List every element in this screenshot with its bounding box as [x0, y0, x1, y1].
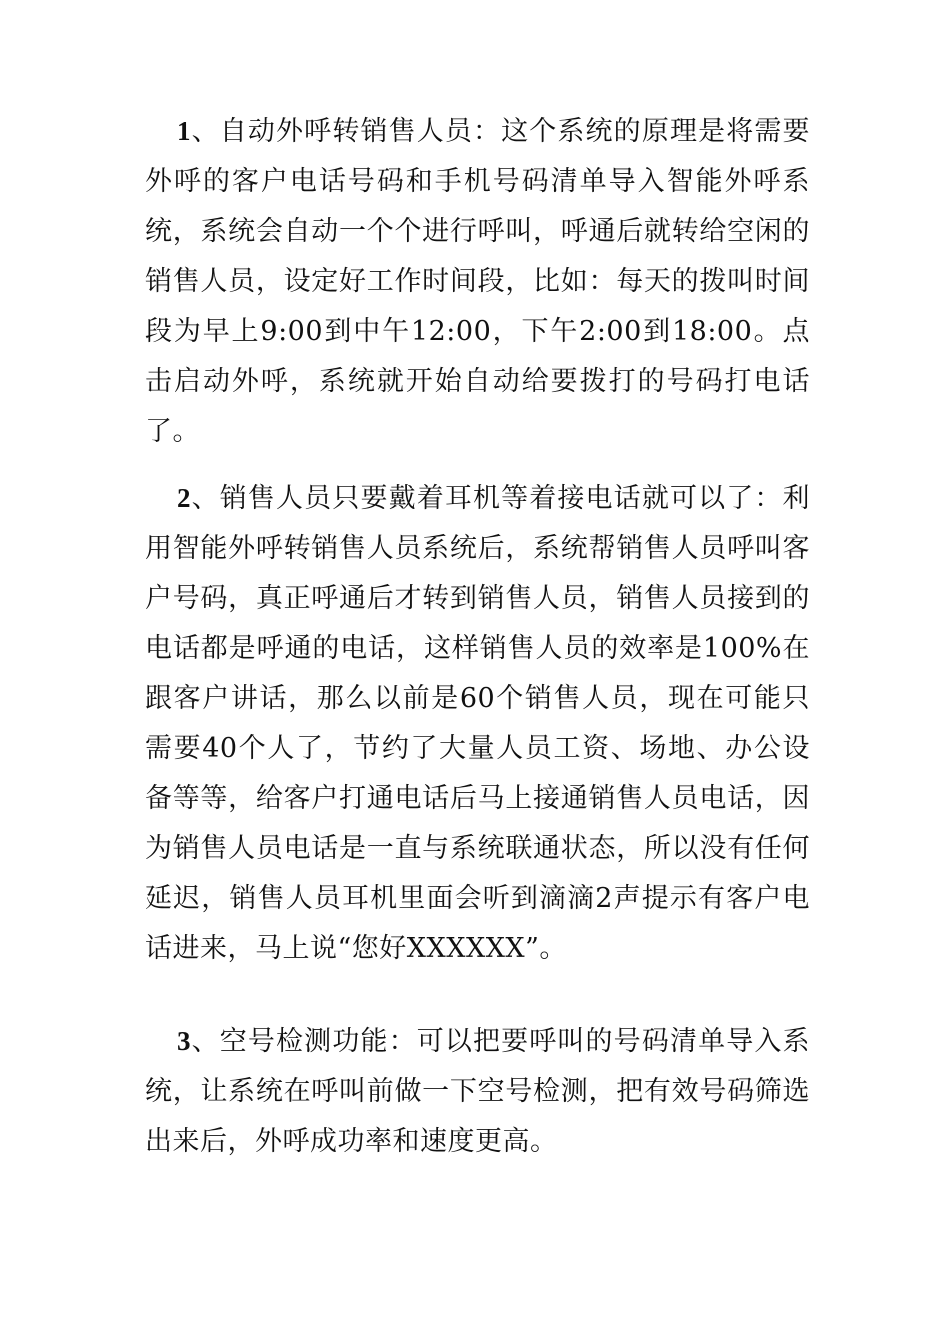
- paragraph-3-text: 、空号检测功能：可以把要呼叫的号码清单导入系统，让系统在呼叫前做一下空号检测，把有效号码筛选出来后，外呼成功率和速度更高。: [145, 1026, 810, 1157]
- paragraph-1: [145, 106, 810, 457]
- paragraph-2-text: 、销售人员只要戴着耳机等着接电话就可以了：利用智能外呼转销售人员系统后，系统帮销售人员呼叫客户号码，真正呼通后才转到销售人员，销售人员接到的电话都是呼通的电话，这样销售人员的效率是100%在跟客户讲话，那么以前是60个销售人员，现在可能只需要40个人了，节约了大量人员工资、场地、办公设备等等，给客户打通电话后马上接通销售人员电话，因为销售人员电话是一直与系统联通状态，所以没有任何延迟，销售人员耳机里面会听到滴滴2声提示有客户电话进来，马上说“您好XXXXXX”。: [145, 483, 810, 964]
- paragraph-1-number: 1: [177, 116, 191, 146]
- paragraph-1-text: 、自动外呼转销售人员：这个系统的原理是将需要外呼的客户电话号码和手机号码清单导入智能外呼系统，系统会自动一个个进行呼叫，呼通后就转给空闲的销售人员，设定好工作时间段，比如：每天的拨叫时间段为早上9:00到中午12:00，下午2:00到18:00。点击启动外呼，系统就开始自动给要拨打的号码打电话了。: [145, 116, 810, 447]
- paragraph-3-number: 3: [177, 1026, 191, 1056]
- paragraph-2-number: 2: [177, 483, 191, 513]
- paragraph-2: [145, 473, 810, 974]
- paragraph-3: [145, 1016, 810, 1167]
